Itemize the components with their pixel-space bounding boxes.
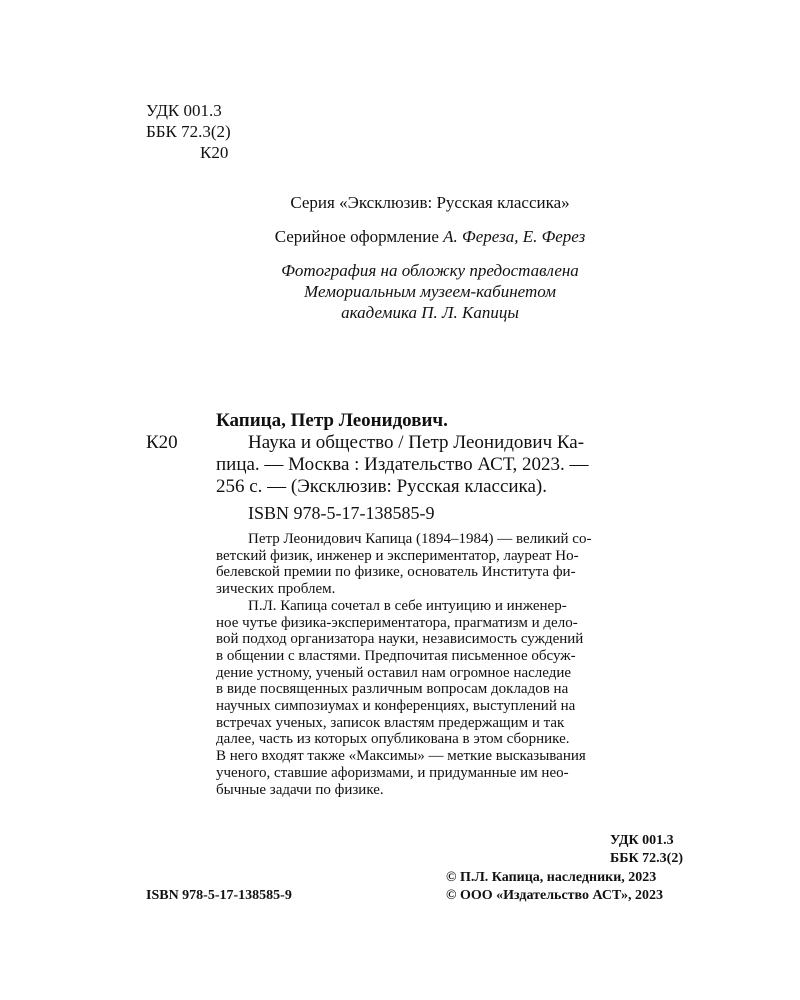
annotation-line: В него входят также «Максимы» — меткие высказывания xyxy=(216,748,586,765)
annotation-line: ветский физик, инженер и экспериментатор, лауреат Но- xyxy=(216,547,579,564)
author-heading: Капица, Петр Леонидович. xyxy=(216,410,448,431)
bottom-bbk: ББК 72.3(2) xyxy=(610,851,683,866)
design-label: Серийное оформление xyxy=(274,227,439,246)
series-line xyxy=(160,193,700,213)
annotation-line: в общении с властями. Предпочитая письменное обсуж- xyxy=(216,647,576,664)
record-isbn: ISBN 978-5-17-138585-9 xyxy=(248,503,435,523)
annotation-line: ное чутье физика-экспериментатора, прагматизм и дело- xyxy=(216,614,578,631)
annotation-line: Петр Леонидович Капица (1894–1984) — великий со- xyxy=(248,531,592,547)
copyright-publisher: © ООО «Издательство АСТ», 2023 xyxy=(446,888,664,903)
record-description-line: Наука и общество / Петр Леонидович Ка- xyxy=(248,432,585,453)
annotation-line: бычные задачи по физике. xyxy=(216,781,384,798)
annotation-line: ученого, ставшие афоризмами, и придуманные им нео- xyxy=(216,764,569,781)
design-line xyxy=(160,227,700,247)
series-prefix: Серия xyxy=(290,193,335,212)
record-description-line: 256 с. — (Эксклюзив: Русская классика). xyxy=(216,476,548,497)
annotation-line: П.Л. Капица сочетал в себе интуицию и инженер- xyxy=(248,597,567,614)
annotation-line: белевской премии по физике, основатель Института фи- xyxy=(216,564,576,581)
photo-credit xyxy=(160,260,700,323)
annotation-line: научных симпозиумах и конференциях, выступлений на xyxy=(216,698,576,715)
record-sign: К20 xyxy=(146,432,178,453)
designers: А. Фереза, Е. Ферез xyxy=(443,227,586,246)
annotation-line: зических проблем. xyxy=(216,581,336,598)
photo-credit-line: академика П. Л. Капицы xyxy=(341,303,519,322)
copyright-author: © П.Л. Капица, наследники, 2023 xyxy=(446,870,657,885)
udk-code: УДК 001.3 xyxy=(146,101,222,120)
annotation-line: дение устному, ученый оставил нам огромное наследие xyxy=(216,664,572,681)
author-sign: К20 xyxy=(200,143,229,162)
record-description-line: пица. — Москва : Издательство АСТ, 2023. — xyxy=(216,454,589,475)
series-title: «Эксклюзив: Русская классика» xyxy=(339,193,570,212)
annotation-line: встречах ученых, записок властям предержащим и так xyxy=(216,714,565,731)
footer-isbn: ISBN 978-5-17-138585-9 xyxy=(146,888,292,903)
annotation-line: далее, часть из которых опубликована в этом сборнике. xyxy=(216,731,570,748)
photo-credit-line: Фотография на обложку предоставлена xyxy=(281,261,579,280)
bottom-udk: УДК 001.3 xyxy=(610,833,674,848)
annotation-line: вой подход организатора науки, независимость суждений xyxy=(216,631,584,648)
annotation-line: в виде посвященных различным вопросам докладов на xyxy=(216,681,569,698)
bbk-code: ББК 72.3(2) xyxy=(146,122,231,141)
photo-credit-line: Мемориальным музеем-кабинетом xyxy=(304,282,556,301)
annotation xyxy=(216,531,591,798)
